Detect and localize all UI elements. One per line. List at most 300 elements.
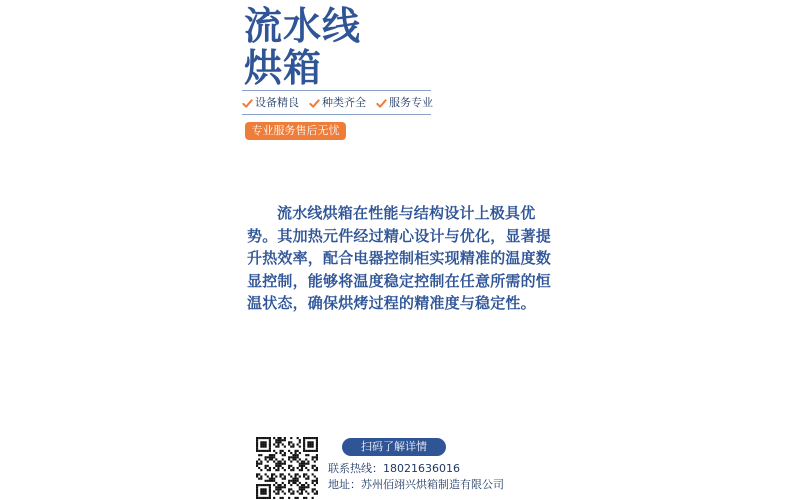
qr-module — [288, 456, 290, 458]
qr-module — [265, 480, 267, 482]
qr-module — [301, 465, 303, 467]
qr-module — [256, 488, 258, 490]
qr-module — [256, 446, 258, 448]
qr-module — [277, 490, 279, 492]
qr-module — [316, 478, 318, 480]
product-description: 流水线烘箱在性能与结构设计上极具优势。其加热元件经过精心设计与优化，显著提升热效率，配合电器控制柜实现精准的温度数显控制，能够将温度稳定控制在任意所需的恒温状态，确保烘烤过程的精准度与稳定性。 — [247, 204, 552, 313]
qr-module — [294, 450, 296, 452]
qr-module — [312, 443, 314, 445]
qr-module — [277, 461, 279, 463]
qr-module — [275, 465, 277, 467]
qr-module — [260, 469, 262, 471]
qr-module — [260, 450, 262, 452]
qr-module — [303, 463, 305, 465]
qr-module — [275, 482, 277, 484]
qr-module — [256, 486, 258, 488]
qr-module — [288, 473, 290, 475]
qr-module — [307, 463, 309, 465]
qr-module — [258, 458, 260, 460]
qr-module — [284, 469, 286, 471]
qr-module — [275, 486, 277, 488]
qr-module — [288, 465, 290, 467]
qr-module — [290, 475, 292, 477]
qr-module — [292, 458, 294, 460]
qr-module — [277, 469, 279, 471]
qr-module — [284, 484, 286, 486]
qr-module — [269, 458, 271, 460]
qr-module — [271, 480, 273, 482]
qr-module — [309, 441, 311, 443]
qr-module — [258, 450, 260, 452]
qr-module — [316, 446, 318, 448]
qr-module — [260, 478, 262, 480]
qr-module — [301, 484, 303, 486]
qr-module — [301, 490, 303, 492]
qr-module — [301, 461, 303, 463]
qr-module — [316, 458, 318, 460]
qr-module — [271, 475, 273, 477]
qr-module — [269, 497, 271, 499]
qr-module — [269, 490, 271, 492]
qr-module — [282, 463, 284, 465]
qr-module — [273, 454, 275, 456]
qr-module — [269, 441, 271, 443]
qr-module — [260, 484, 262, 486]
qr-module — [280, 437, 282, 439]
qr-module — [284, 475, 286, 477]
qr-module — [309, 446, 311, 448]
check-icon — [242, 98, 253, 109]
qr-module — [267, 450, 269, 452]
qr-module — [299, 441, 301, 443]
qr-module — [269, 484, 271, 486]
qr-module — [277, 441, 279, 443]
qr-module — [290, 452, 292, 454]
qr-module — [273, 473, 275, 475]
qr-module — [258, 497, 260, 499]
qr-module — [284, 454, 286, 456]
qr-module — [273, 490, 275, 492]
qr-module — [316, 480, 318, 482]
qr-module — [275, 488, 277, 490]
qr-module — [271, 454, 273, 456]
qr-module — [292, 469, 294, 471]
feature-item — [309, 96, 366, 110]
check-icon — [376, 98, 387, 109]
feature-label: 设备精良 — [255, 96, 299, 109]
qr-module — [292, 467, 294, 469]
qr-module — [305, 478, 307, 480]
qr-module — [256, 497, 258, 499]
qr-module — [316, 490, 318, 492]
qr-module — [277, 493, 279, 495]
qr-module — [305, 486, 307, 488]
qr-module — [256, 448, 258, 450]
qr-module — [290, 488, 292, 490]
qr-module — [290, 437, 292, 439]
qr-module — [265, 458, 267, 460]
page-title — [244, 5, 464, 89]
qr-module — [297, 461, 299, 463]
qr-module — [314, 456, 316, 458]
qr-module — [292, 446, 294, 448]
qr-module — [284, 437, 286, 439]
qr-module — [303, 475, 305, 477]
title-line-2: 烘箱 — [244, 46, 323, 90]
qr-module — [299, 458, 301, 460]
qr-module — [316, 454, 318, 456]
qr-module — [305, 467, 307, 469]
qr-module — [316, 456, 318, 458]
qr-module — [271, 478, 273, 480]
qr-module — [280, 488, 282, 490]
qr-module — [269, 456, 271, 458]
qr-module — [260, 441, 262, 443]
qr-module — [282, 497, 284, 499]
qr-module — [267, 497, 269, 499]
qr-module — [305, 454, 307, 456]
qr-code-icon[interactable] — [255, 437, 319, 499]
qr-module — [303, 443, 305, 445]
qr-module — [280, 497, 282, 499]
qr-module — [277, 439, 279, 441]
qr-module — [288, 443, 290, 445]
qr-module — [267, 465, 269, 467]
qr-module — [301, 469, 303, 471]
qr-module — [256, 461, 258, 463]
qr-module — [288, 450, 290, 452]
scan-for-details-button[interactable]: 扫码了解详情 — [342, 438, 446, 456]
qr-module — [280, 461, 282, 463]
qr-module — [316, 441, 318, 443]
qr-module — [280, 439, 282, 441]
qr-module — [277, 465, 279, 467]
qr-module — [267, 475, 269, 477]
qr-module — [290, 469, 292, 471]
qr-module — [312, 490, 314, 492]
qr-module — [273, 437, 275, 439]
qr-module — [290, 484, 292, 486]
qr-module — [314, 450, 316, 452]
qr-module — [265, 456, 267, 458]
qr-module — [307, 446, 309, 448]
qr-module — [297, 456, 299, 458]
qr-module — [309, 437, 311, 439]
qr-module — [299, 469, 301, 471]
qr-module — [260, 446, 262, 448]
qr-module — [292, 480, 294, 482]
qr-module — [265, 446, 267, 448]
qr-module — [277, 486, 279, 488]
qr-module — [260, 463, 262, 465]
qr-module — [299, 446, 301, 448]
qr-module — [260, 454, 262, 456]
qr-module — [269, 437, 271, 439]
qr-module — [269, 486, 271, 488]
qr-module — [262, 441, 264, 443]
qr-module — [282, 486, 284, 488]
qr-module — [256, 450, 258, 452]
qr-module — [275, 463, 277, 465]
qr-module — [275, 446, 277, 448]
feature-label: 种类齐全 — [322, 96, 366, 109]
qr-module — [262, 497, 264, 499]
qr-module — [307, 486, 309, 488]
qr-module — [307, 478, 309, 480]
qr-module — [314, 465, 316, 467]
qr-module — [314, 488, 316, 490]
qr-module — [256, 437, 258, 439]
qr-module — [265, 473, 267, 475]
qr-module — [269, 480, 271, 482]
qr-module — [262, 488, 264, 490]
qr-module — [303, 461, 305, 463]
feature-list — [242, 95, 433, 111]
qr-module — [267, 461, 269, 463]
qr-module — [312, 458, 314, 460]
qr-module — [297, 437, 299, 439]
qr-module — [312, 482, 314, 484]
qr-module — [284, 452, 286, 454]
qr-module — [316, 439, 318, 441]
qr-module — [316, 482, 318, 484]
qr-module — [316, 467, 318, 469]
qr-module — [312, 465, 314, 467]
qr-module — [294, 480, 296, 482]
qr-module — [271, 458, 273, 460]
qr-module — [280, 473, 282, 475]
qr-module — [314, 475, 316, 477]
qr-module — [277, 437, 279, 439]
qr-module — [307, 469, 309, 471]
qr-module — [273, 467, 275, 469]
qr-module — [290, 493, 292, 495]
qr-module — [303, 441, 305, 443]
qr-module — [280, 475, 282, 477]
qr-module — [305, 450, 307, 452]
qr-module — [282, 439, 284, 441]
qr-module — [307, 450, 309, 452]
qr-module — [297, 490, 299, 492]
qr-module — [307, 454, 309, 456]
qr-module — [267, 484, 269, 486]
qr-module — [288, 488, 290, 490]
qr-module — [294, 456, 296, 458]
qr-module — [256, 484, 258, 486]
qr-module — [280, 452, 282, 454]
qr-module — [292, 490, 294, 492]
qr-module — [297, 450, 299, 452]
feature-label: 服务专业 — [389, 96, 433, 109]
qr-module — [297, 443, 299, 445]
qr-module — [294, 478, 296, 480]
qr-module — [305, 458, 307, 460]
qr-module — [265, 437, 267, 439]
qr-module — [280, 463, 282, 465]
qr-module — [275, 439, 277, 441]
qr-module — [277, 484, 279, 486]
qr-module — [303, 446, 305, 448]
qr-module — [260, 488, 262, 490]
qr-module — [303, 488, 305, 490]
qr-module — [275, 441, 277, 443]
qr-module — [299, 463, 301, 465]
qr-module — [275, 458, 277, 460]
bottom-divider — [242, 114, 431, 115]
qr-module — [303, 465, 305, 467]
qr-module — [267, 437, 269, 439]
qr-module — [269, 439, 271, 441]
contact-address: 地址：苏州佰翊兴烘箱制造有限公司 — [328, 478, 504, 491]
qr-module — [273, 456, 275, 458]
qr-module — [265, 493, 267, 495]
qr-module — [297, 480, 299, 482]
qr-module — [305, 437, 307, 439]
qr-module — [290, 456, 292, 458]
qr-module — [299, 486, 301, 488]
qr-module — [299, 439, 301, 441]
qr-module — [312, 488, 314, 490]
qr-module — [262, 437, 264, 439]
qr-module — [260, 443, 262, 445]
feature-item — [242, 96, 299, 110]
qr-module — [312, 437, 314, 439]
qr-module — [262, 450, 264, 452]
qr-module — [256, 465, 258, 467]
qr-module — [273, 450, 275, 452]
qr-module — [275, 452, 277, 454]
qr-module — [258, 454, 260, 456]
qr-module — [288, 467, 290, 469]
qr-module — [273, 484, 275, 486]
qr-module — [284, 493, 286, 495]
qr-module — [312, 456, 314, 458]
qr-module — [312, 446, 314, 448]
qr-module — [314, 437, 316, 439]
qr-module — [265, 450, 267, 452]
qr-module — [314, 493, 316, 495]
qr-module — [303, 486, 305, 488]
qr-module — [307, 437, 309, 439]
qr-module — [309, 450, 311, 452]
qr-module — [284, 463, 286, 465]
qr-module — [256, 490, 258, 492]
qr-module — [282, 478, 284, 480]
qr-module — [307, 475, 309, 477]
qr-module — [312, 473, 314, 475]
qr-module — [280, 465, 282, 467]
qr-module — [299, 452, 301, 454]
qr-module — [260, 437, 262, 439]
qr-module — [288, 490, 290, 492]
qr-module — [260, 490, 262, 492]
qr-module — [312, 480, 314, 482]
qr-module — [292, 443, 294, 445]
qr-module — [267, 480, 269, 482]
qr-module — [312, 467, 314, 469]
qr-module — [309, 443, 311, 445]
qr-module — [282, 467, 284, 469]
qr-module — [307, 441, 309, 443]
qr-module — [269, 469, 271, 471]
qr-module — [314, 484, 316, 486]
qr-module — [294, 475, 296, 477]
qr-module — [314, 480, 316, 482]
qr-module — [262, 484, 264, 486]
qr-module — [284, 461, 286, 463]
qr-module — [280, 450, 282, 452]
qr-module — [305, 490, 307, 492]
qr-module — [307, 443, 309, 445]
qr-module — [277, 443, 279, 445]
qr-module — [275, 493, 277, 495]
qr-module — [288, 497, 290, 499]
qr-module — [267, 469, 269, 471]
qr-module — [292, 456, 294, 458]
qr-module — [269, 454, 271, 456]
qr-module — [292, 493, 294, 495]
feature-item — [376, 96, 433, 110]
qr-module — [258, 473, 260, 475]
qr-module — [288, 480, 290, 482]
qr-module — [301, 493, 303, 495]
qr-module — [290, 446, 292, 448]
qr-module — [297, 484, 299, 486]
qr-module — [316, 448, 318, 450]
qr-module — [305, 482, 307, 484]
qr-module — [299, 488, 301, 490]
qr-module — [267, 456, 269, 458]
qr-module — [256, 473, 258, 475]
qr-module — [256, 493, 258, 495]
qr-module — [282, 490, 284, 492]
qr-module — [301, 463, 303, 465]
qr-module — [292, 478, 294, 480]
qr-module — [297, 454, 299, 456]
qr-module — [269, 467, 271, 469]
qr-module — [273, 480, 275, 482]
qr-module — [290, 480, 292, 482]
qr-module — [277, 488, 279, 490]
qr-module — [256, 439, 258, 441]
qr-module — [297, 473, 299, 475]
qr-module — [265, 465, 267, 467]
qr-module — [299, 465, 301, 467]
qr-module — [294, 473, 296, 475]
qr-module — [305, 473, 307, 475]
qr-module — [262, 446, 264, 448]
qr-module — [265, 490, 267, 492]
qr-module — [290, 465, 292, 467]
qr-module — [301, 486, 303, 488]
qr-module — [292, 482, 294, 484]
qr-module — [288, 458, 290, 460]
qr-module — [273, 497, 275, 499]
qr-module — [307, 484, 309, 486]
qr-module — [284, 486, 286, 488]
qr-module — [284, 446, 286, 448]
qr-module — [265, 488, 267, 490]
qr-module — [316, 443, 318, 445]
qr-module — [303, 473, 305, 475]
qr-module — [269, 478, 271, 480]
qr-module — [305, 463, 307, 465]
qr-module — [294, 482, 296, 484]
contact-hotline: 联系热线：18021636016 — [328, 462, 460, 475]
qr-module — [284, 439, 286, 441]
qr-module — [307, 461, 309, 463]
qr-module — [280, 441, 282, 443]
